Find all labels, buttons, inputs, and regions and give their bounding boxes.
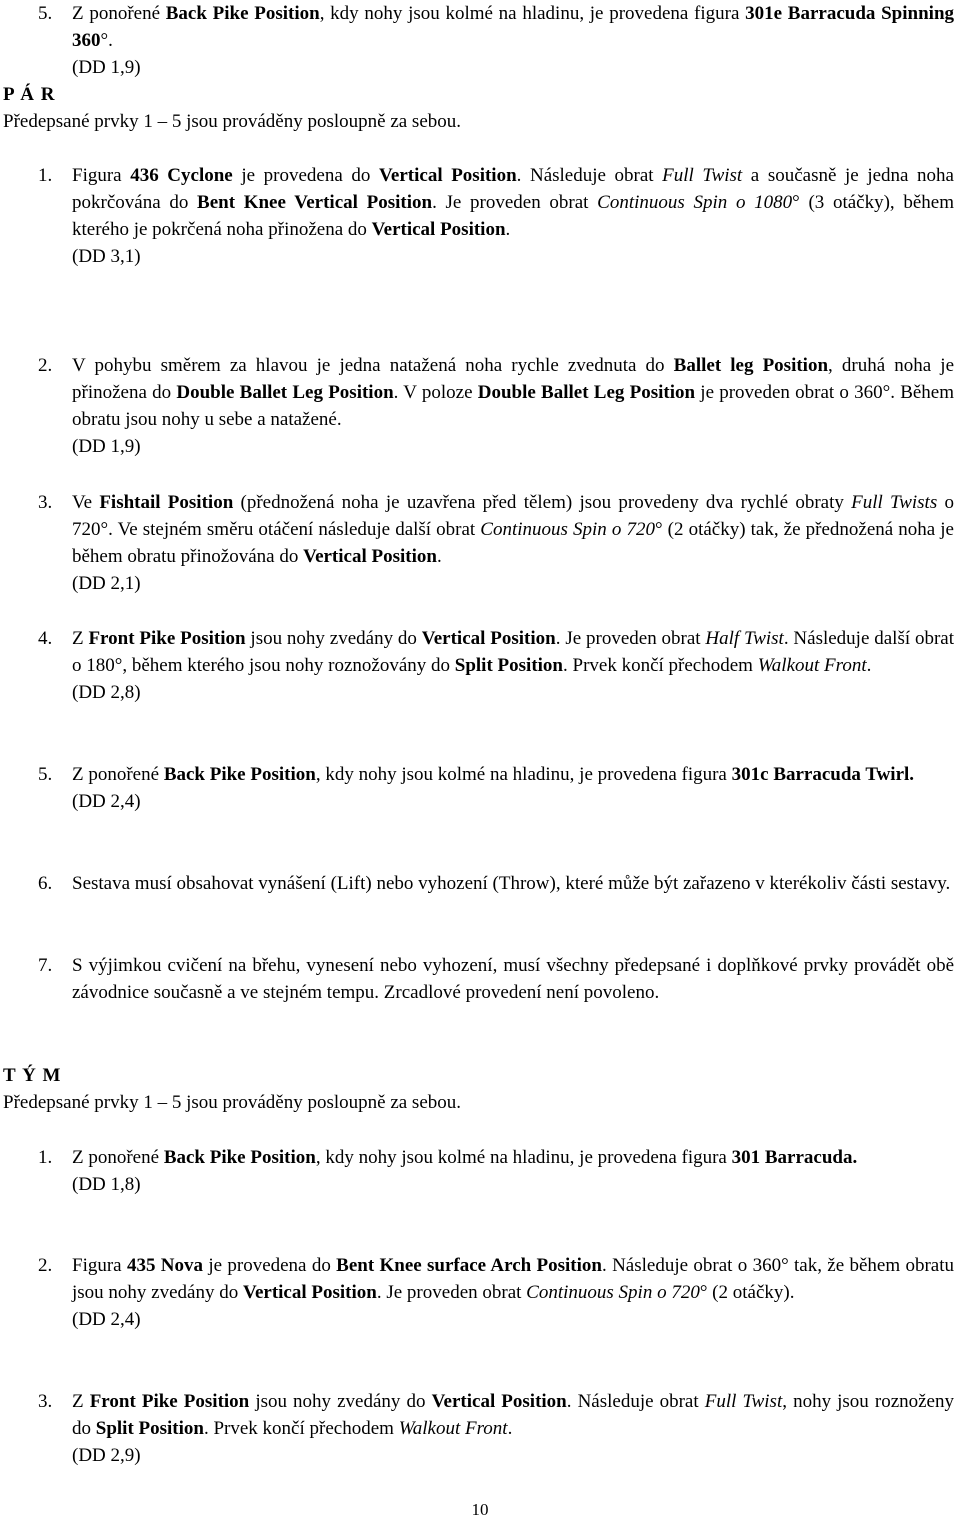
difficulty-degree: (DD 2,8) bbox=[72, 682, 141, 703]
text-run: Z bbox=[72, 628, 89, 649]
item-number: 5. bbox=[38, 764, 53, 785]
text-run: . V poloze bbox=[393, 382, 478, 403]
bold-term: Vertical Position bbox=[378, 165, 517, 186]
text-run: Z ponořené bbox=[72, 764, 164, 785]
section-heading-team: T Ý M bbox=[3, 1065, 62, 1086]
bold-term: Barracuda. bbox=[764, 1147, 858, 1168]
bold-term: Vertical bbox=[371, 219, 436, 240]
text-run: Sestava musí obsahovat vynášení (Lift) nebo vyhození (Throw), které může být zařazeno bbox=[72, 873, 751, 894]
text-run: Z ponořené bbox=[72, 3, 166, 24]
bold-term: Position bbox=[440, 219, 506, 240]
bold-term: 301e bbox=[745, 3, 783, 24]
text-run: . bbox=[507, 1418, 513, 1439]
bold-term: Front Pike Position bbox=[89, 1391, 250, 1412]
bold-term: 436 Cyclone bbox=[130, 165, 233, 186]
pair-item-1 bbox=[38, 162, 954, 270]
item-number: 4. bbox=[38, 628, 53, 649]
item-text bbox=[72, 1144, 954, 1198]
bold-term: Vertical Position bbox=[303, 546, 437, 567]
difficulty-degree: (DD 2,1) bbox=[72, 573, 141, 594]
pair-item-4 bbox=[38, 625, 954, 706]
italic-term: Continuous Spin o 720 bbox=[526, 1282, 700, 1303]
italic-term: Continuous Spin o bbox=[480, 519, 622, 540]
difficulty-degree: (DD 2,4) bbox=[72, 791, 141, 812]
page-number: 10 bbox=[471, 1500, 489, 1519]
text-run: V pohybu směrem za hlavou je jedna natažená noha rychle zvednuta do bbox=[72, 355, 674, 376]
bold-term: Split Position bbox=[95, 1418, 204, 1439]
item-number: 7. bbox=[38, 955, 53, 976]
bold-term: Barracuda Twirl. bbox=[773, 764, 915, 785]
section-intro-team: Předepsané prvky 1 – 5 jsou prováděny posloupně za sebou. bbox=[3, 1092, 462, 1113]
section-heading-pair: P Á R bbox=[3, 84, 56, 105]
bold-term: Bent Knee surface Arch Position bbox=[336, 1255, 602, 1276]
pair-item-5 bbox=[38, 761, 954, 815]
bold-term: Double Ballet Leg bbox=[477, 382, 625, 403]
bold-term: Bent Knee Vertical Position bbox=[197, 192, 433, 213]
text-run: Figura bbox=[72, 165, 131, 186]
italic-term: Twist bbox=[744, 628, 784, 649]
italic-term: Full Twist bbox=[704, 1391, 783, 1412]
pair-item-7 bbox=[38, 952, 954, 1006]
text-run: , kdy nohy jsou kolmé na hladinu, je provedena figura bbox=[315, 1147, 732, 1168]
item-text bbox=[72, 352, 954, 460]
bold-term: Back Pike Position bbox=[163, 764, 316, 785]
text-run: . Následuje obrat bbox=[516, 165, 663, 186]
text-run: o 720°. Ve stejném směru otáčení následuje další obrat bbox=[72, 492, 954, 540]
item-text bbox=[72, 162, 954, 270]
text-run: . Je proveden obrat bbox=[555, 628, 706, 649]
item-text bbox=[72, 489, 954, 597]
item-text bbox=[72, 1388, 954, 1469]
text-run: obraty bbox=[795, 492, 852, 513]
italic-term: Continuous Spin o 1080 bbox=[597, 192, 793, 213]
item-text bbox=[72, 625, 954, 706]
bold-term: 435 Nova bbox=[126, 1255, 203, 1276]
text-run: ° (3 otáčky), během kterého je pokrčená noha přinožena do bbox=[72, 192, 955, 240]
difficulty-degree: (DD 2,9) bbox=[72, 1445, 141, 1466]
text-run: současně je jedna noha pokrčována do bbox=[72, 165, 954, 213]
pair-item-2 bbox=[38, 352, 954, 460]
bold-term: Front Pike Position bbox=[88, 628, 246, 649]
bold-term: Barracuda Spinning 360 bbox=[72, 3, 955, 51]
text-run: Ve bbox=[72, 492, 100, 513]
text-run: jsou nohy zvedány do bbox=[245, 628, 422, 649]
team-item-1 bbox=[38, 1144, 954, 1198]
italic-term: Half bbox=[705, 628, 740, 649]
text-run: , bbox=[828, 355, 833, 376]
text-run: Figura bbox=[72, 1255, 127, 1276]
item-number: 3. bbox=[38, 492, 53, 513]
difficulty-degree: (DD 3,1) bbox=[72, 246, 141, 267]
bold-term: Fishtail Position bbox=[99, 492, 234, 513]
bold-term: Position bbox=[629, 382, 696, 403]
list-item-5 bbox=[38, 0, 954, 81]
text-run: Z ponořené bbox=[72, 1147, 164, 1168]
item-number: 2. bbox=[38, 1255, 53, 1276]
text-run: °. bbox=[100, 30, 113, 51]
text-run: . bbox=[505, 219, 511, 240]
item-number: 3. bbox=[38, 1391, 53, 1412]
bold-term: Split bbox=[454, 655, 493, 676]
text-run: provedení není povoleno. bbox=[465, 982, 660, 1003]
item-number: 1. bbox=[38, 165, 53, 186]
text-run: , kdy nohy jsou kolmé na hladinu, je provedena figura bbox=[315, 764, 732, 785]
text-run: . Je proveden obrat bbox=[432, 192, 589, 213]
bold-term: Position bbox=[497, 655, 563, 676]
text-run: 360° tak, že během obratu jsou nohy zvedány do bbox=[72, 1255, 954, 1303]
section-intro-pair: Předepsané prvky 1 – 5 jsou prováděny posloupně za sebou. bbox=[3, 111, 462, 132]
text-run: S výjimkou cvičení na břehu, vynesení nebo vyhození, musí všechny předepsané i bbox=[72, 955, 712, 976]
bold-term: Vertical Position bbox=[421, 628, 556, 649]
item-text bbox=[72, 761, 954, 815]
text-run: je proveden obrat o 360°. Během obratu jsou nohy u sebe a natažené. bbox=[72, 382, 955, 430]
item-number: 5. bbox=[38, 3, 53, 24]
text-run: jsou nohy zvedány do bbox=[249, 1391, 432, 1412]
text-run: je provedena do bbox=[232, 165, 379, 186]
bold-term: Back Pike Position bbox=[165, 3, 320, 24]
text-run: . bbox=[866, 655, 872, 676]
text-run: druhá noha je přinožena do bbox=[72, 355, 955, 403]
text-run: a bbox=[742, 165, 760, 186]
text-run: ° (2 otáčky) tak, že přednožená noha je během obratu přinožována do bbox=[72, 519, 954, 567]
pair-item-6 bbox=[38, 870, 954, 897]
item-number: 2. bbox=[38, 355, 53, 376]
text-run: Z bbox=[72, 1391, 90, 1412]
difficulty-degree: (DD 2,4) bbox=[72, 1309, 141, 1330]
team-item-2 bbox=[38, 1252, 954, 1333]
bold-term: Double Ballet Leg Position bbox=[176, 382, 394, 403]
text-run: , kdy nohy jsou kolmé na hladinu, je provedena figura bbox=[319, 3, 746, 24]
text-run: v kterékoliv části sestavy. bbox=[755, 873, 951, 894]
item-text bbox=[72, 1252, 954, 1333]
item-text bbox=[72, 952, 954, 1006]
text-run: ° (2 otáčky). bbox=[699, 1282, 795, 1303]
text-run: . Následuje obrat bbox=[566, 1391, 705, 1412]
text-run: (přednožená noha je uzavřena před tělem) jsou provedeny dva rychlé bbox=[233, 492, 789, 513]
difficulty-degree: (DD 1,8) bbox=[72, 1174, 141, 1195]
text-run: , bbox=[782, 1391, 787, 1412]
item-text bbox=[72, 870, 954, 897]
italic-term: 720 bbox=[626, 519, 655, 540]
item-number: 1. bbox=[38, 1147, 53, 1168]
text-run: . Následuje další obrat o 180°, během kterého jsou nohy roznožovány do bbox=[72, 628, 954, 676]
text-run: . Prvek končí přechodem bbox=[563, 655, 758, 676]
team-item-3 bbox=[38, 1388, 954, 1469]
bold-term: Vertical Position bbox=[431, 1391, 567, 1412]
pair-item-3 bbox=[38, 489, 954, 597]
bold-term: Ballet leg Position bbox=[673, 355, 829, 376]
item-number: 6. bbox=[38, 873, 53, 894]
difficulty-degree: (DD 1,9) bbox=[72, 436, 141, 457]
italic-term: Full Twists bbox=[851, 492, 938, 513]
italic-term: Walkout Front bbox=[398, 1418, 508, 1439]
bold-term: 301 bbox=[731, 1147, 761, 1168]
text-run: je provedena do bbox=[203, 1255, 337, 1276]
text-run: nohy jsou roznoženy do bbox=[72, 1391, 954, 1439]
item-text bbox=[72, 0, 954, 81]
bold-term: 301c bbox=[731, 764, 769, 785]
text-run: . bbox=[436, 546, 442, 567]
text-run: doplňkové prvky provádět obě závodnice současně a ve stejném tempu. Zrcadlové bbox=[72, 955, 955, 1003]
text-run: . Je proveden obrat bbox=[376, 1282, 522, 1303]
difficulty-degree: (DD 1,9) bbox=[72, 57, 141, 78]
italic-term: Full Twist bbox=[662, 165, 743, 186]
text-run: . Prvek končí přechodem bbox=[203, 1418, 399, 1439]
text-run: . Následuje obrat o bbox=[601, 1255, 748, 1276]
bold-term: Back Pike Position bbox=[163, 1147, 316, 1168]
italic-term: Walkout Front bbox=[757, 655, 867, 676]
bold-term: Vertical Position bbox=[242, 1282, 377, 1303]
